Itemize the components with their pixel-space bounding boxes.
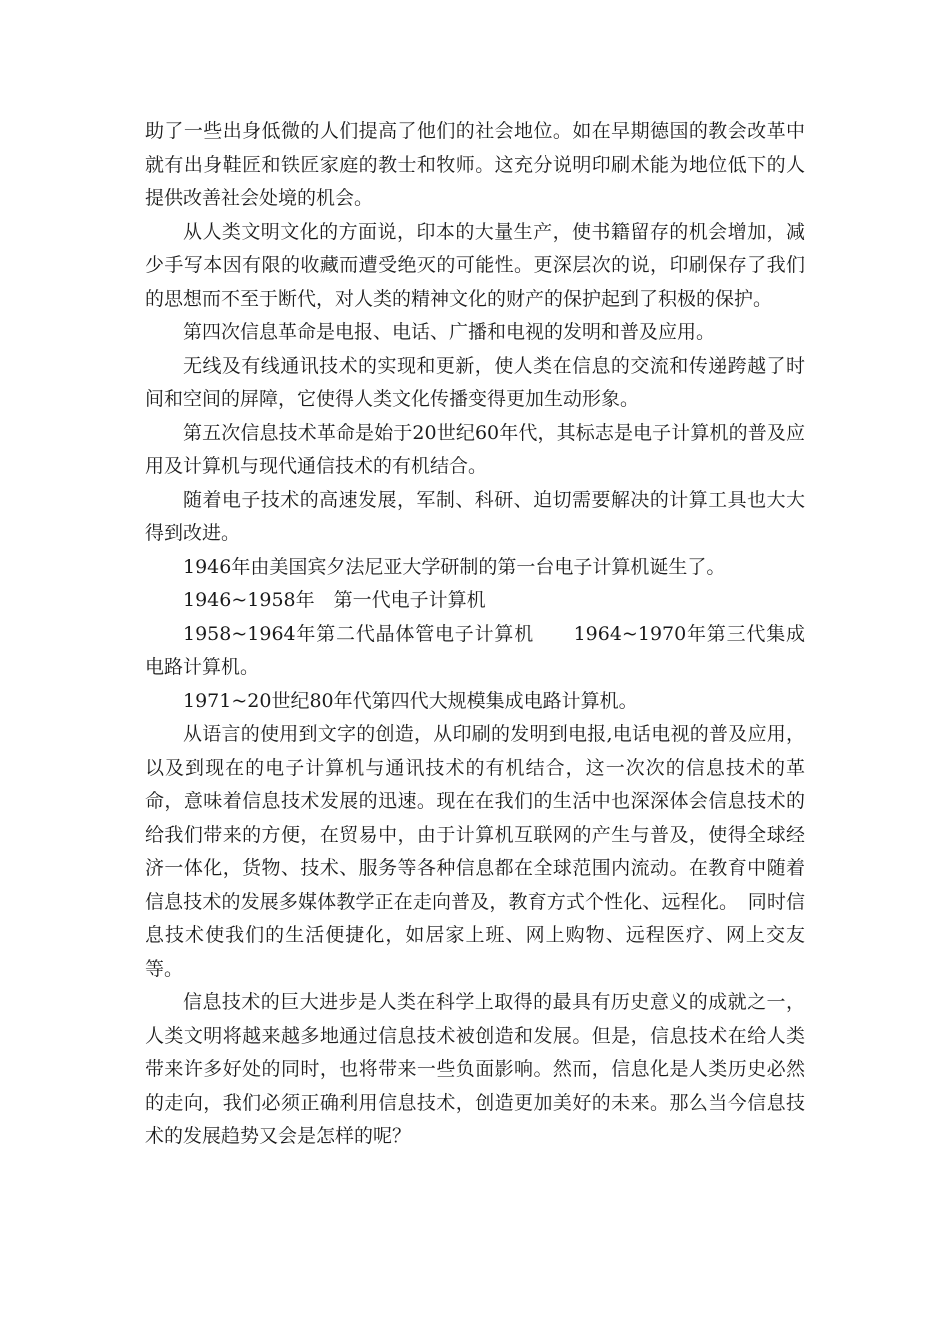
paragraph-generation-1: 1946~1958年 第一代电子计算机 — [183, 589, 486, 611]
paragraph-conclusion: 信息技术的巨大进步是人类在科学上取得的最具有历史意义的成就之一，人类文明将越来越多地通过信息技术被创造和发展。但是，信息技术在给人类带来许多好处的同时，也将带来一些负面影响。然而，信息化是人类历史必然的走向，我们必须正确利用信息技术，创造更加美好的未来。那么当今信息技术的发展趋势又会是怎样的呢？ — [145, 991, 805, 1147]
paragraph-fifth-revolution: 第五次信息技术革命是始于20世纪60年代，其标志是电子计算机的普及应用及计算机与现代通信技术的有机结合。 — [145, 421, 805, 477]
paragraph-fourth-revolution: 第四次信息革命是电报、电话、广播和电视的发明和普及应用。 — [183, 321, 716, 343]
paragraph-generation-4: 1971~20世纪80年代第四代大规模集成电路计算机。 — [183, 689, 638, 712]
paragraph-continued: 助了一些出身低微的人们提高了他们的社会地位。如在早期德国的教会改革中就有出身鞋匠和铁匠家庭的教士和牧师。这充分说明印刷术能为地位低下的人提供改善社会处境的机会。 — [145, 120, 805, 209]
paragraph-electronic-development: 随着电子技术的高速发展，军制、科研、迫切需要解决的计算工具也大大得到改进。 — [145, 488, 805, 544]
body-text — [145, 115, 805, 1154]
paragraph-it-revolution-summary: 从语言的使用到文字的创造，从印刷的发明到电报,电话电视的普及应用，以及到现在的电子计算机与通讯技术的有机结合，这一次次的信息技术的革命，意味着信息技术发展的迅速。现在在我们的生活中也深深体会信息技术的给我们带来的方便，在贸易中，由于计算机互联网的产生与普及，使得全球经济一体化，货物、技术、服务等各种信息都在全球范围内流动。在教育中随着信息技术的发展多媒体教学正在走向普及，教育方式个性化、远程化。 同时信息技术使我们的生活便捷化，如居家上班、网上购物、远程医疗、网上交友等。 — [145, 723, 805, 980]
paragraph-wireless-communication: 无线及有线通讯技术的实现和更新，使人类在信息的交流和传递跨越了时间和空间的屏障，它使得人类文化传播变得更加生动形象。 — [145, 354, 805, 410]
paragraph-first-computer: 1946年由美国宾夕法尼亚大学研制的第一台电子计算机诞生了。 — [183, 555, 726, 578]
paragraph-generation-2-3: 1958~1964年第二代晶体管电子计算机 1964~1970年第三代集成电路计算机。 — [145, 622, 805, 678]
paragraph-printing-preservation: 从人类文明文化的方面说，印本的大量生产，使书籍留存的机会增加，减少手写本因有限的收藏而遭受绝灭的可能性。更深层次的说，印刷保存了我们的思想而不至于断代，对人类的精神文化的财产的保护起到了积极的保护。 — [145, 220, 805, 310]
